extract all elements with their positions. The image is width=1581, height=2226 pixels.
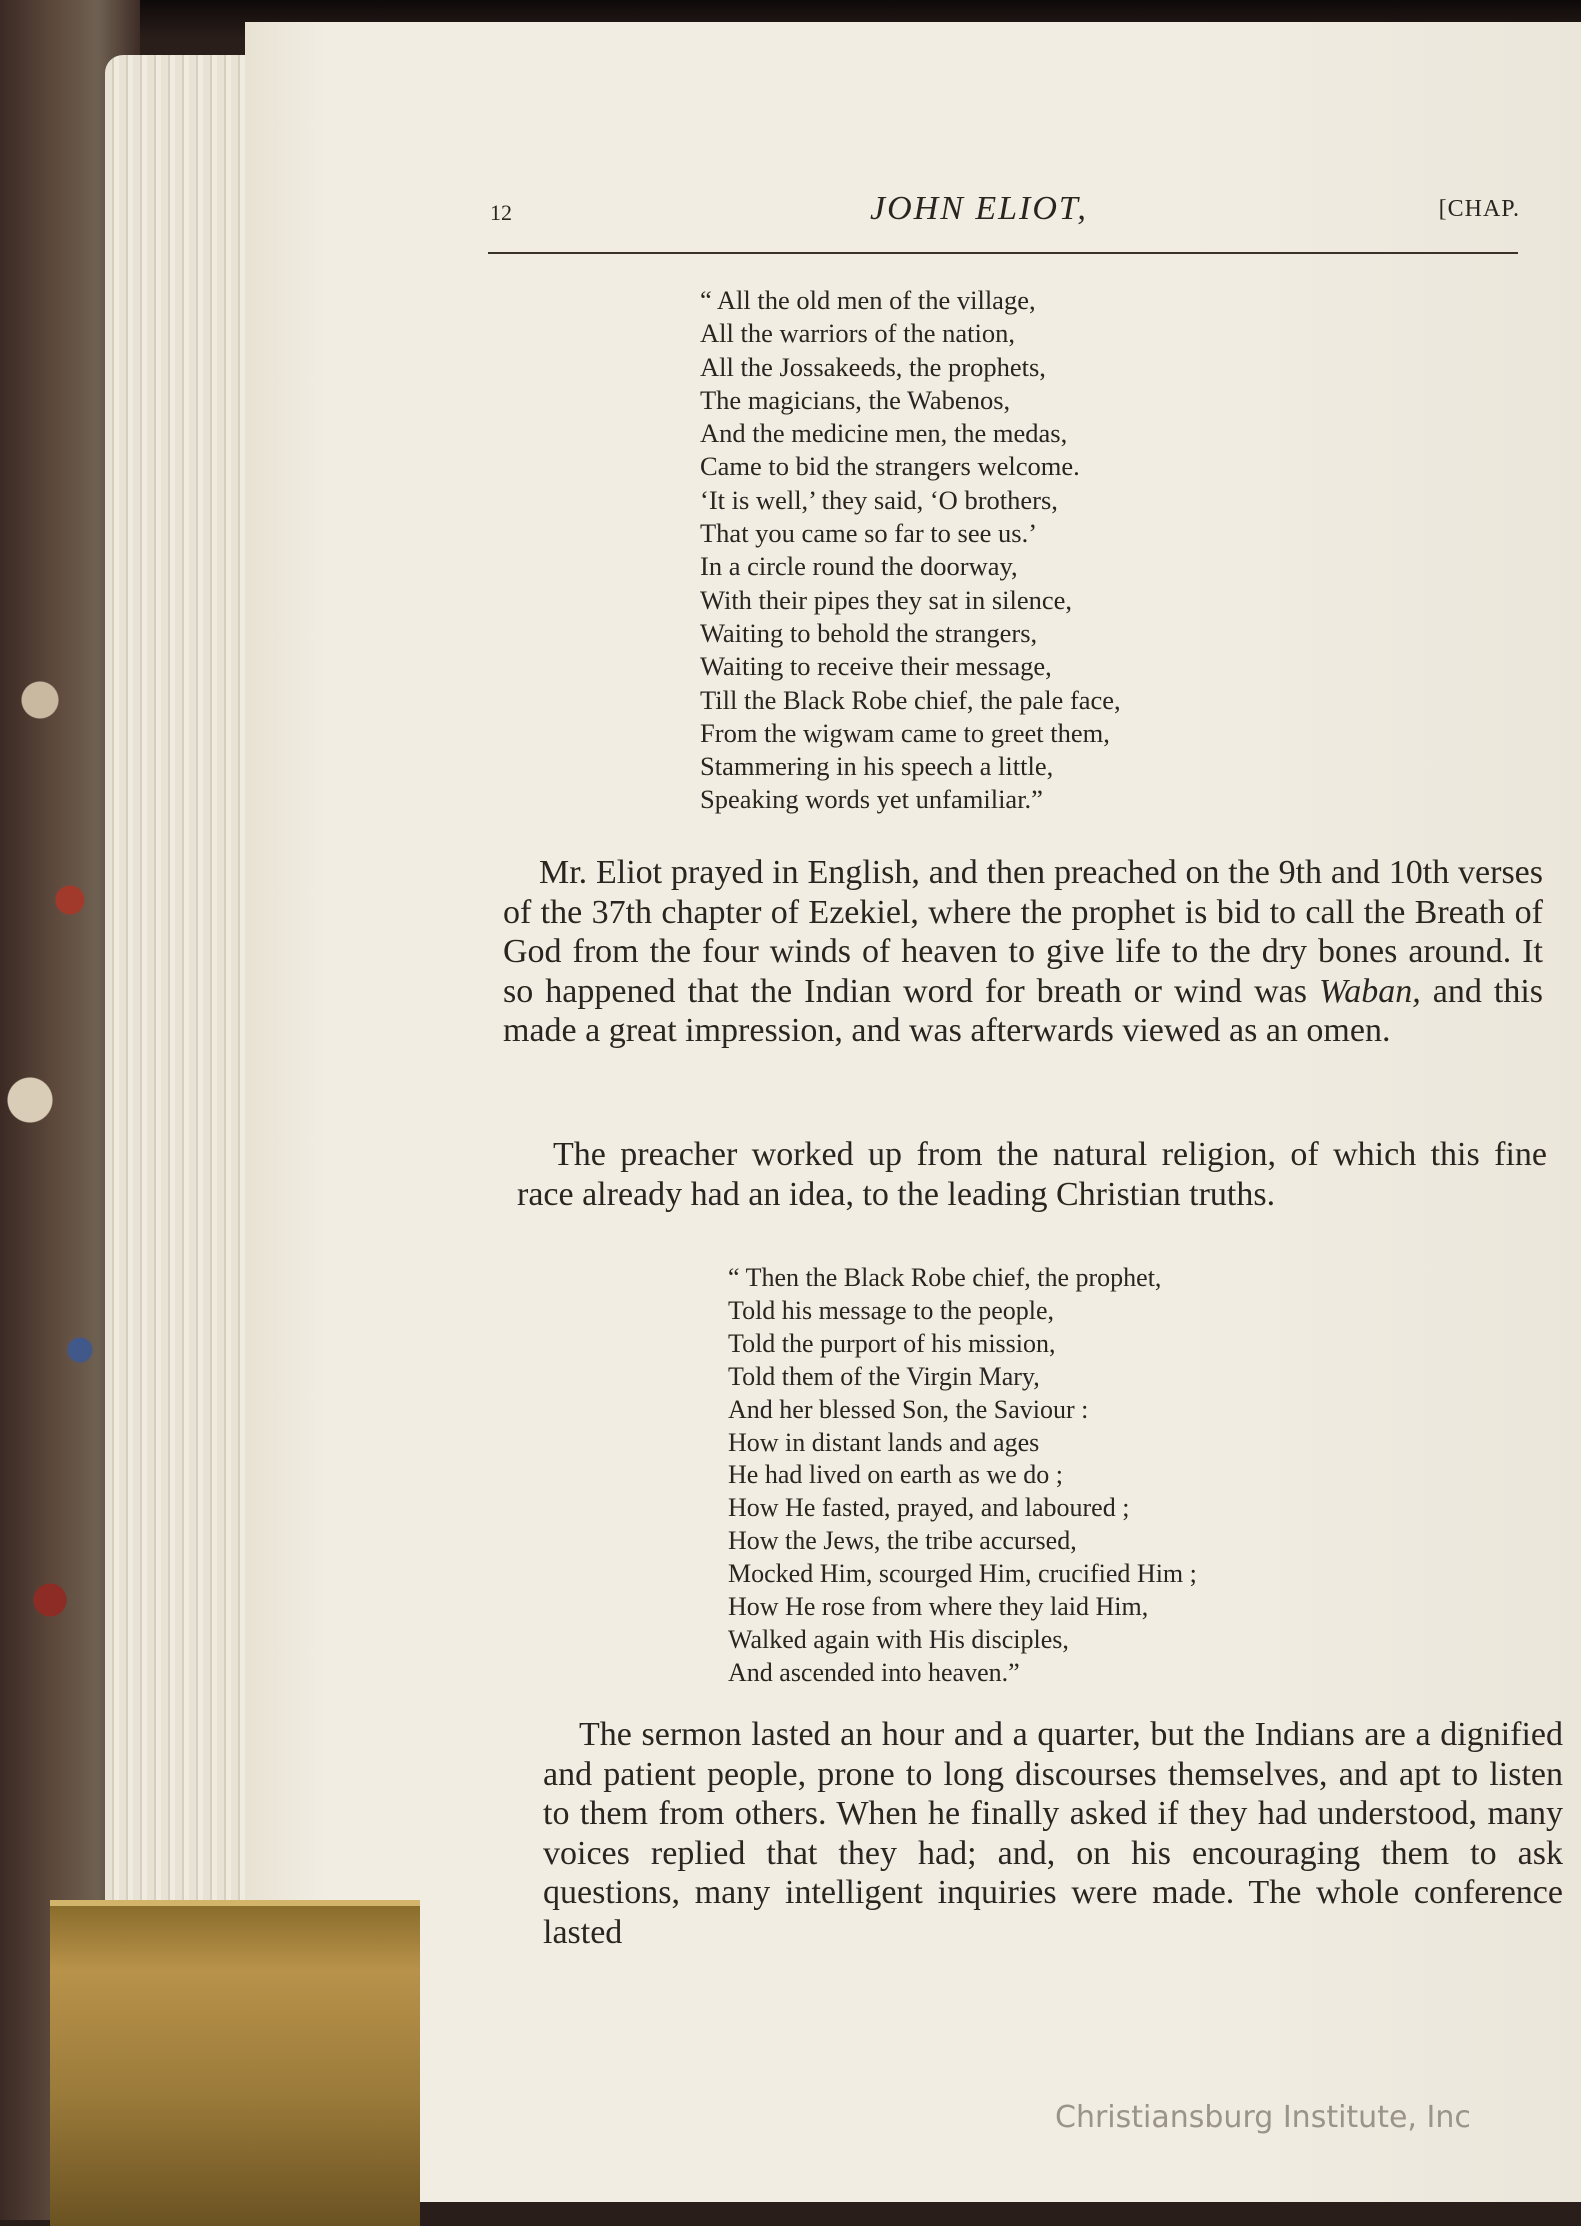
verse-line: All the warriors of the nation, [700,318,1015,349]
paragraph-sermon: The sermon lasted an hour and a quarter, but the Indians are a dignified and patient people, prone to long discourses themselves, and apt to listen to them from others. When he finally asked if they had understood, many voices replied that they had; and, on his encouraging them to ask questions, many intelligent inquiries were made. The whole conference lasted [543,1716,1563,1951]
verse-line: And ascended into heaven.” [728,1657,1020,1687]
verse-line: He had lived on earth as we do ; [728,1460,1064,1490]
watermark-text: Christiansburg Institute, Inc [1055,2100,1471,2135]
paragraph-text: and this made a great impression, and was afterwards viewed as an omen. [503,972,1543,1049]
verse-line: Told his message to the people, [728,1295,1055,1325]
verse-line: ‘It is well,’ they said, ‘O brothers, [700,484,1058,515]
verse-line: “ Then the Black Robe chief, the prophet, [728,1263,1162,1292]
verse-block-2 [728,1262,1197,1690]
running-head-title: JOHN ELIOT, [870,190,1088,227]
paragraph-preacher: The preacher worked up from the natural religion, of which this fine race already had an idea, to the leading Christian truths. [517,1136,1547,1213]
verse-line: In a circle round the doorway, [700,551,1018,582]
verse-line: Came to bid the strangers welcome. [700,451,1080,482]
italic-word-waban: Waban, [1319,972,1421,1010]
running-head [490,190,1520,250]
verse-line: “ All the old men of the village, [700,285,1036,315]
brass-bookend [50,1900,420,2226]
verse-line: Walked again with His disciples, [728,1624,1069,1654]
verse-line: And the medicine men, the medas, [700,418,1068,449]
page-number: 12 [490,200,512,225]
verse-line: The magicians, the Wabenos, [700,384,1011,415]
verse-line: Stammering in his speech a little, [700,751,1054,782]
verse-line: That you came so far to see us.’ [700,518,1038,549]
paragraph-text: Mr. Eliot prayed in English, and then preached on the 9th and 10th verses of the 37th chapter of Ezekiel, where the prophet is bid to call the Breath of God from the four winds of heaven to give life to the dry bones around. It so happened that the Indian word for breath or wind was [503,854,1543,1010]
running-head-chapter: [CHAP. [1438,196,1520,222]
verse-block-1 [700,284,1121,817]
verse-line: Told them of the Virgin Mary, [728,1361,1040,1391]
paragraph-eliot-prayed [503,853,1543,1051]
verse-line: And her blessed Son, the Saviour : [728,1394,1089,1424]
verse-line: With their pipes they sat in silence, [700,584,1073,615]
verse-line: Waiting to receive their message, [700,651,1052,682]
verse-line: Told the purport of his mission, [728,1328,1056,1358]
verse-line: How He fasted, prayed, and laboured ; [728,1493,1130,1523]
verse-line: From the wigwam came to greet them, [700,717,1110,748]
verse-line: Mocked Him, scourged Him, crucified Him ; [728,1559,1197,1589]
verse-line: How He rose from where they laid Him, [728,1592,1149,1622]
verse-line: Waiting to behold the strangers, [700,617,1038,648]
verse-line: How the Jews, the tribe accursed, [728,1526,1077,1556]
verse-line: How in distant lands and ages [728,1427,1040,1457]
header-rule [488,252,1518,254]
verse-line: All the Jossakeeds, the prophets, [700,351,1046,382]
verse-line: Speaking words yet unfamiliar.” [700,784,1043,815]
verse-line: Till the Black Robe chief, the pale face, [700,684,1121,715]
